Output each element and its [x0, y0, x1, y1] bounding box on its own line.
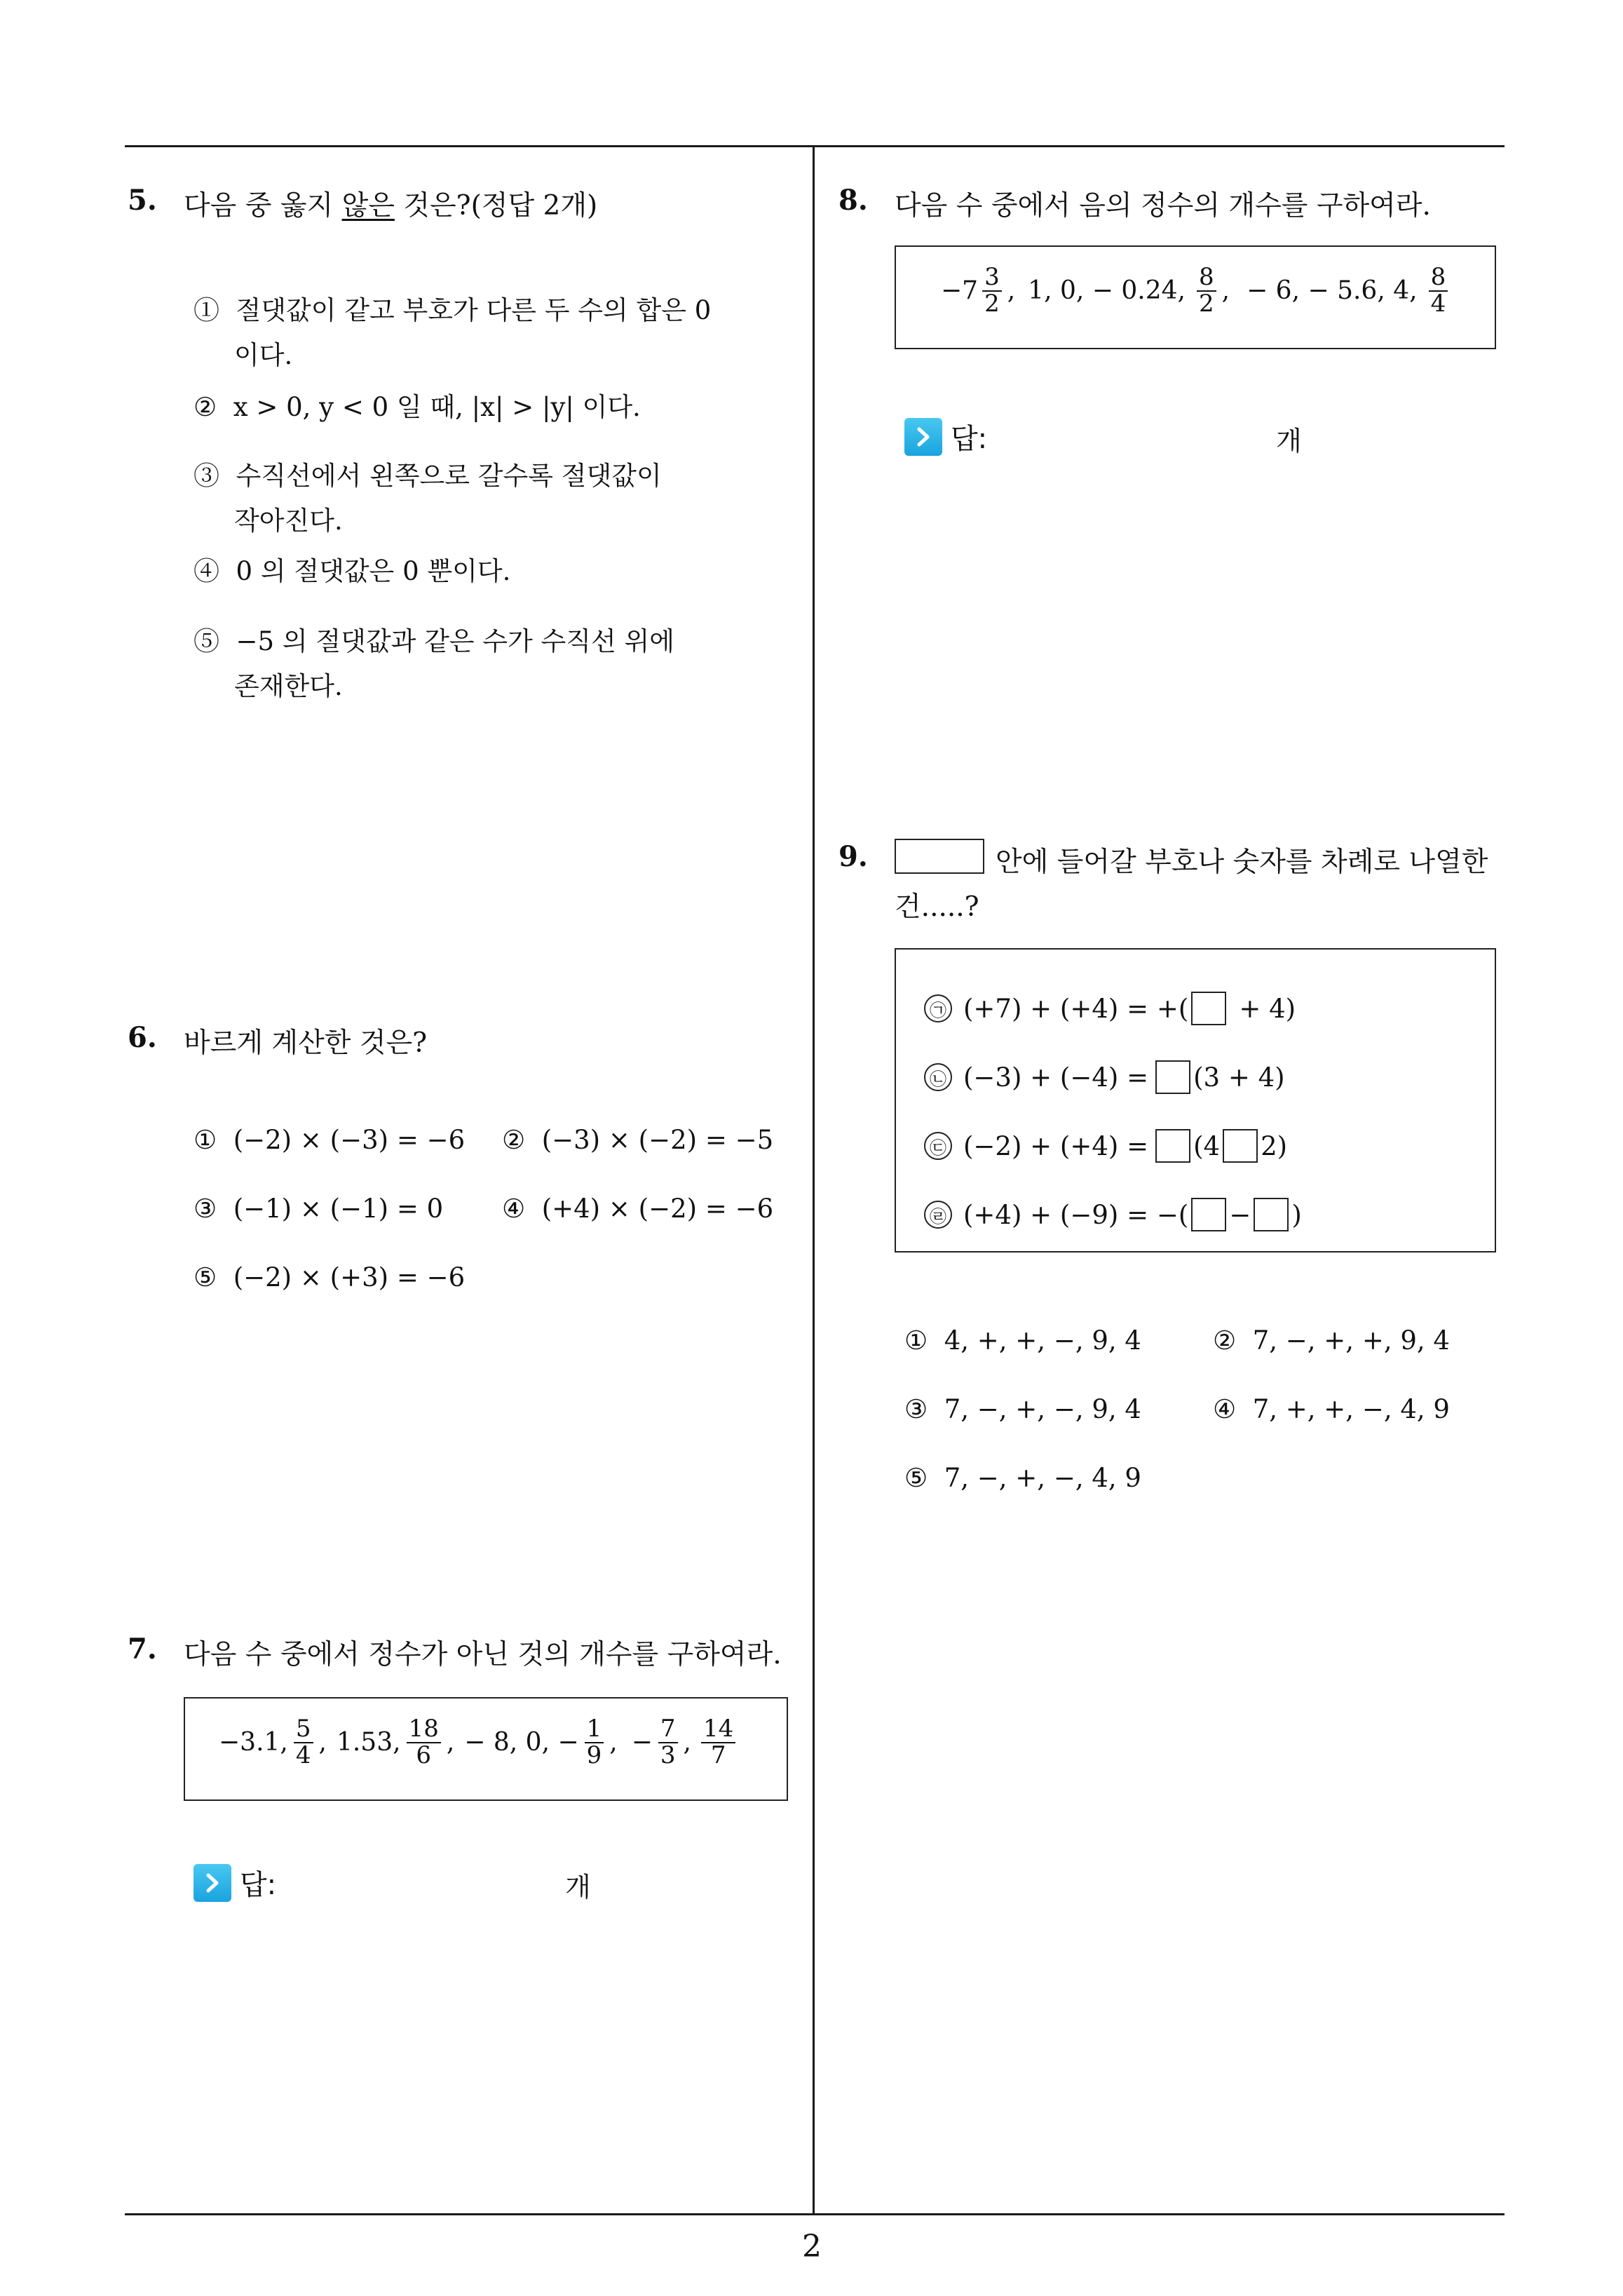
option-marker: ③ — [193, 1194, 217, 1224]
option-text: x > 0, y < 0 일 때, |x| > |y| 이다. — [233, 392, 641, 422]
numerator: 8 — [1197, 265, 1216, 292]
question-5-text — [184, 184, 597, 223]
option-marker: ③ — [904, 1394, 928, 1424]
equation-part: (4 — [1193, 1130, 1221, 1161]
denominator: 4 — [295, 1741, 311, 1769]
numerator: 3 — [982, 265, 1002, 292]
q7-answer-unit: 개 — [565, 1872, 591, 1903]
q5-option-5-cont — [234, 665, 343, 703]
number-value: − — [631, 1728, 653, 1757]
question-6-text: 바르게 계산한 것은? — [184, 1027, 428, 1059]
option-text: 작아진다. — [234, 506, 343, 536]
q9-option-4[interactable] — [1213, 1394, 1450, 1424]
q6-option-2[interactable] — [502, 1125, 773, 1155]
q8-answer-row — [904, 417, 987, 457]
option-marker: ④ — [1213, 1394, 1237, 1424]
option-marker: ② — [1213, 1325, 1237, 1356]
option-text: 7, −, +, +, 9, 4 — [1252, 1325, 1450, 1356]
q6-option-3[interactable] — [193, 1194, 443, 1224]
emphasized-word: 않은 — [341, 190, 395, 222]
q7-number-list — [219, 1717, 737, 1768]
fraction — [1429, 265, 1448, 316]
q7-answer-row — [193, 1863, 276, 1903]
q5-option-5[interactable] — [193, 620, 674, 658]
blank-square[interactable] — [1254, 1198, 1289, 1231]
number-value: − 6, − 5.6, 4, — [1247, 276, 1418, 306]
fraction — [658, 1717, 678, 1768]
equation-part: (−3) + (−4) = — [963, 1062, 1149, 1093]
option-text: (+4) × (−2) = −6 — [541, 1194, 774, 1224]
numerator: 18 — [407, 1717, 441, 1743]
question-5 — [128, 184, 157, 217]
q9-equation-3 — [924, 1129, 1287, 1163]
q7-number-box — [184, 1697, 788, 1801]
number-value: −3.1, — [219, 1728, 288, 1757]
question-9-text-line2: 건.....? — [895, 891, 979, 923]
q9-option-3[interactable] — [904, 1394, 1141, 1424]
denominator: 6 — [416, 1741, 432, 1769]
equation-marker: ㉠ — [924, 994, 952, 1022]
option-marker: ⑤ — [193, 626, 219, 656]
blank-box — [895, 839, 984, 874]
q7-answer-input[interactable] — [280, 1860, 561, 1902]
equation-part: − — [1229, 1199, 1251, 1230]
q6-option-4[interactable] — [502, 1194, 773, 1224]
q5-option-3[interactable] — [193, 454, 662, 492]
q5-option-1[interactable] — [193, 289, 711, 327]
equation-marker: ㉡ — [924, 1063, 952, 1091]
q6-option-5[interactable] — [193, 1262, 465, 1292]
equation-part: (+7) + (+4) = +( — [963, 993, 1189, 1024]
question-text-part: 것은?(정답 2개) — [394, 190, 598, 222]
question-number: 8. — [838, 184, 868, 217]
blank-square[interactable] — [1191, 992, 1226, 1025]
fraction — [701, 1717, 735, 1768]
q9-option-2[interactable] — [1213, 1325, 1450, 1356]
denominator: 2 — [1198, 289, 1214, 318]
top-rule — [125, 145, 1505, 147]
q5-option-3-cont — [234, 499, 343, 537]
option-text: (−3) × (−2) = −5 — [541, 1125, 774, 1155]
q9-blank-box — [895, 839, 984, 874]
answer-label: 답: — [240, 1869, 277, 1901]
page-number: 2 — [802, 2229, 822, 2264]
option-marker: ④ — [193, 556, 219, 586]
numerator: 1 — [585, 1717, 604, 1743]
q8-number-list — [941, 265, 1449, 316]
option-marker: ① — [193, 1125, 217, 1155]
q9-equation-4 — [924, 1198, 1302, 1231]
option-text: 이다. — [234, 340, 293, 370]
equation-part: 2) — [1261, 1130, 1288, 1161]
denominator: 7 — [710, 1741, 726, 1769]
q9-option-5[interactable] — [904, 1463, 1141, 1493]
option-marker: ① — [904, 1325, 928, 1356]
q9-option-1[interactable] — [904, 1325, 1141, 1356]
number-value: −7 — [941, 276, 979, 306]
q6-option-1[interactable] — [193, 1125, 465, 1155]
question-9-text-line1: 안에 들어갈 부호나 숫자를 차례로 나열한 — [996, 846, 1488, 878]
numerator: 7 — [658, 1717, 678, 1743]
separator: , — [318, 1728, 327, 1757]
equation-marker: ㉣ — [924, 1201, 952, 1229]
denominator: 2 — [984, 289, 1000, 318]
option-text: −5 의 절댓값과 같은 수가 수직선 위에 — [236, 626, 675, 656]
equation-part: (−2) + (+4) = — [963, 1130, 1149, 1161]
blank-square[interactable] — [1155, 1060, 1190, 1094]
blank-square[interactable] — [1191, 1198, 1226, 1231]
option-text: 7, −, +, −, 9, 4 — [944, 1394, 1141, 1424]
question-9 — [838, 840, 868, 873]
q8-number-box — [895, 245, 1496, 349]
option-text: 7, −, +, −, 4, 9 — [944, 1463, 1141, 1493]
question-6 — [128, 1021, 157, 1054]
numerator: 5 — [294, 1717, 313, 1743]
number-value: 1.53, — [336, 1728, 401, 1757]
question-number: 5. — [128, 184, 157, 217]
fraction — [407, 1717, 441, 1768]
equation-part: ) — [1291, 1199, 1302, 1230]
q9-equation-1 — [924, 992, 1296, 1025]
option-marker: ⑤ — [904, 1463, 928, 1493]
denominator: 3 — [660, 1741, 676, 1769]
option-marker: ⑤ — [193, 1262, 217, 1292]
q8-answer-input[interactable] — [991, 414, 1272, 456]
option-text: 4, +, +, −, 9, 4 — [944, 1325, 1141, 1356]
q5-option-1-cont — [234, 334, 292, 372]
separator: , — [1007, 276, 1016, 306]
question-number: 6. — [128, 1021, 157, 1054]
numerator: 14 — [701, 1717, 735, 1743]
separator: , — [1221, 276, 1230, 306]
question-number: 7. — [128, 1633, 157, 1666]
option-marker: ④ — [502, 1194, 526, 1224]
question-number: 9. — [838, 840, 868, 873]
q5-option-4[interactable] — [193, 550, 510, 588]
blank-square[interactable] — [1155, 1129, 1190, 1163]
q5-option-2[interactable] — [193, 386, 641, 424]
equation-marker: ㉢ — [924, 1132, 952, 1160]
question-7 — [128, 1633, 157, 1666]
option-marker: ② — [193, 392, 217, 422]
option-marker: ① — [193, 295, 219, 325]
question-7-text: 다음 수 중에서 정수가 아닌 것의 개수를 구하여라. — [184, 1639, 782, 1670]
option-marker: ② — [502, 1125, 526, 1155]
option-marker: ③ — [193, 461, 219, 491]
number-value: 1, 0, − 0.24, — [1028, 276, 1186, 306]
fraction — [294, 1717, 313, 1768]
answer-label: 답: — [951, 423, 988, 455]
separator: , — [683, 1728, 691, 1757]
denominator: 9 — [586, 1741, 602, 1769]
question-8-text: 다음 수 중에서 음의 정수의 개수를 구하여라. — [895, 190, 1431, 222]
separator: , — [609, 1728, 618, 1757]
question-8 — [838, 184, 868, 217]
fraction — [982, 265, 1002, 316]
option-text: (−1) × (−1) = 0 — [233, 1194, 444, 1224]
chevron-right-icon — [193, 1864, 231, 1902]
equation-part: + 4) — [1239, 993, 1296, 1024]
chevron-right-icon — [904, 418, 942, 456]
column-divider — [813, 146, 815, 2215]
option-text: 존재한다. — [234, 671, 343, 701]
q8-answer-unit: 개 — [1276, 426, 1302, 457]
question-text-part: 다음 중 옳지 — [184, 190, 342, 222]
equation-part: (3 + 4) — [1193, 1062, 1285, 1093]
option-text: (−2) × (−3) = −6 — [233, 1125, 466, 1155]
fraction — [585, 1717, 604, 1768]
option-text: 절댓값이 같고 부호가 다른 두 수의 합은 0 — [236, 295, 712, 325]
option-text: 0 의 절댓값은 0 뿐이다. — [236, 556, 511, 586]
option-text: 7, +, +, −, 4, 9 — [1252, 1394, 1450, 1424]
number-value: − 8, 0, − — [464, 1728, 579, 1757]
equation-part: (+4) + (−9) = −( — [963, 1199, 1189, 1230]
numerator: 8 — [1429, 265, 1448, 292]
q9-equation-2 — [924, 1060, 1285, 1094]
bottom-rule — [125, 2213, 1505, 2215]
fraction — [1197, 265, 1216, 316]
option-text: 수직선에서 왼쪽으로 갈수록 절댓값이 — [236, 461, 662, 491]
option-text: (−2) × (+3) = −6 — [233, 1262, 466, 1292]
denominator: 4 — [1430, 289, 1446, 318]
blank-square[interactable] — [1223, 1129, 1258, 1163]
separator: , — [446, 1728, 455, 1757]
